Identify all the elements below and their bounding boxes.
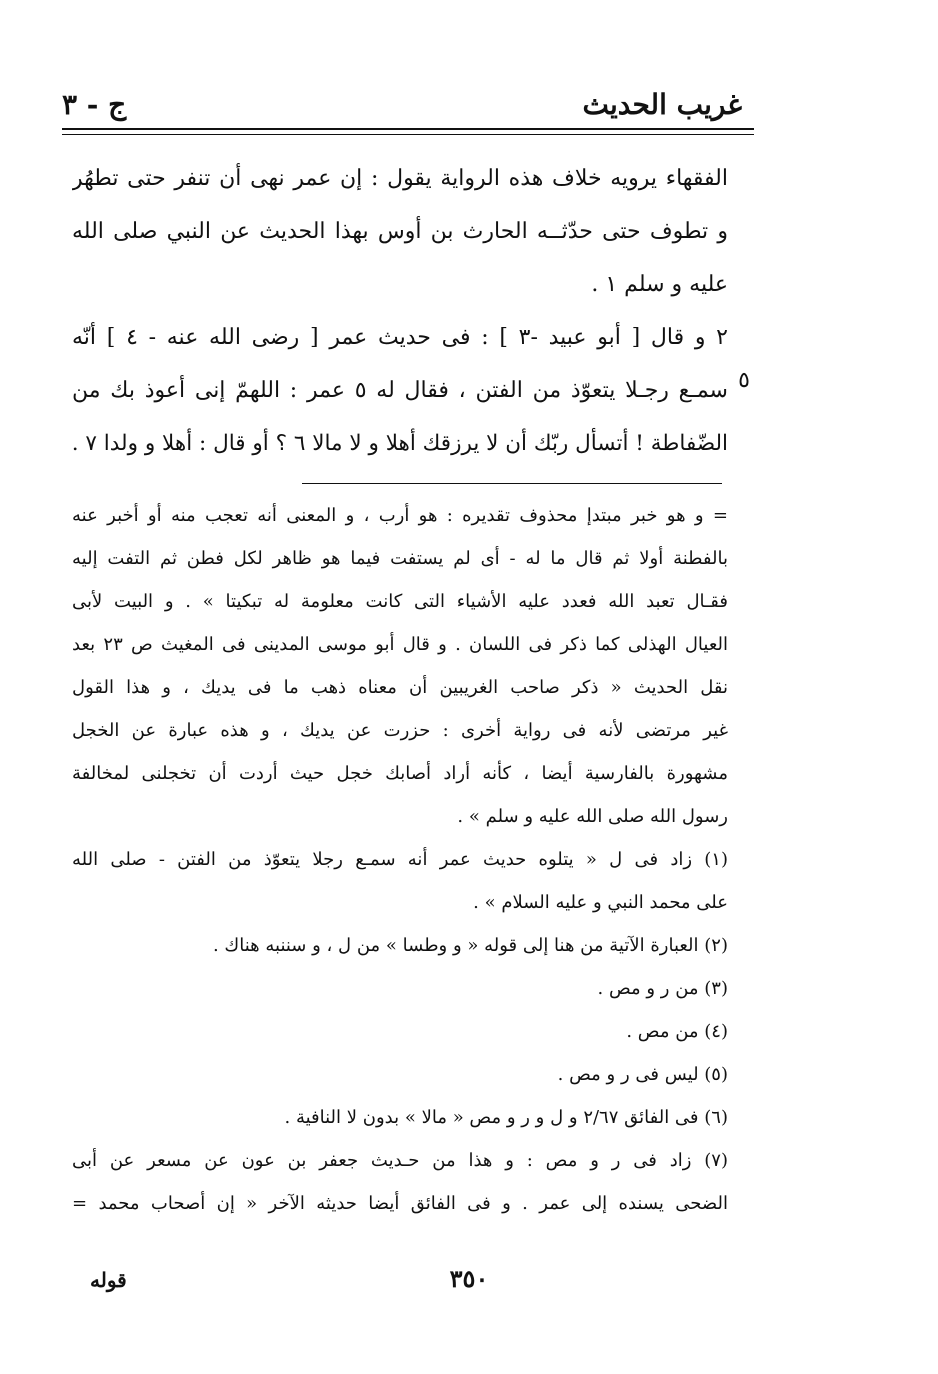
footnote-line: غير مرتضى لأنه فى رواية أخرى : حزرت عن يديك ، و هذه عبارة عن الخجل	[72, 720, 728, 741]
footnote-line: (٤) من مص .	[626, 1021, 728, 1042]
footnote-separator	[302, 483, 722, 484]
footnote-line: نقل الحديث « ذكر صاحب الغريبين أن معناه ذهب ما فى يديك ، و هذا القول	[72, 677, 728, 698]
footnote-line: (٢) العبارة الآتية من هنا إلى قوله « و وطسا » من ل ، و سننبه هناك .	[212, 935, 728, 956]
text-line: عليه و سلم ١ .	[591, 272, 728, 297]
main-text	[72, 152, 728, 470]
footnote-line: رسول الله صلى الله عليه و سلم » .	[457, 806, 728, 827]
footnote-line: العيال الهذلى كما ذكر فى اللسان . و قال أبو موسى المدينى فى المغيث ص ٢٣ بعد	[72, 634, 728, 655]
text-line: ٢ و قال [ أبو عبيد -٣ ] : فى حديث عمر [ رضى الله عنه - ٤ ] أنّه	[72, 325, 728, 350]
page-number: ٣٥٠	[449, 1264, 489, 1293]
text-line: الفقهاء يرويه خلاف هذه الرواية يقول : إن عمر نهى أن تنفر حتى تطهُر	[72, 166, 728, 191]
header-rule	[62, 128, 754, 130]
text-line: الضّفاطة ! أتسأل ربّك أن لا يرزقك أهلا و لا مالا ٦ ؟ أو قال : أهلا و ولدا ٧ .	[72, 431, 728, 456]
footnote-line: الضحى يسنده إلى عمر . و فى الفائق أيضا حديثه الآخر « إن أصحاب محمد =	[72, 1193, 728, 1214]
catchword: قوله	[90, 1268, 127, 1292]
footnote-line: (٦) فى الفائق ٢/٦٧ و ل و ر و مص « مالا » بدون لا النافية .	[284, 1107, 728, 1128]
text-line: سمـع رجـلا يتعوّذ من الفتن ، فقال له ٥ عمر : اللهمّ إنى أعوذ بك من	[72, 378, 728, 403]
footnote-line: فقـال تعبد الله فعدد عليه الأشياء التى كانت معلومة له تبكيتا » . و البيت لأبى	[72, 591, 728, 612]
footnote-line: مشهورة بالفارسية أيضا ، كأنه أراد أصابك خجل حيث أردت أن تخجلنى لمخالفة	[72, 763, 728, 784]
footnote-line: (٣) من ر و مص .	[597, 978, 728, 999]
footnotes	[72, 494, 728, 1225]
line-number-marker: ٥	[738, 368, 750, 393]
header-rule-thin	[62, 134, 754, 135]
footnote-line: = و هو خبر مبتدإ محذوف تقديره : هو أرب ، و المعنى أنه تعجب منه أو أخبر عنه	[72, 505, 728, 526]
text-line: و تطوف حتى حدّثــه الحارث بن أوس بهذا الحديث عن النبي صلى الله	[72, 219, 728, 244]
footnote-line: (٧) زاد فى ر و مص : و هذا من حـديث جعفر بن عون عن مسعر عن أبى	[72, 1150, 728, 1171]
footnote-line: بالفطنة أولا ثم قال ما له - أى لم يستفت فيما هو ظاهر لكل فطن ثم التفت إليه	[72, 548, 728, 569]
footnote-line: (٥) ليس فى ر و مص .	[557, 1064, 728, 1085]
volume-label: ج - ٣	[62, 88, 127, 121]
running-title: غريب الحديث	[582, 88, 742, 121]
footnote-line: (١) زاد فى ل « يتلوه حديث عمر أنه سمـع رجلا يتعوّذ من الفتن - صلى الله	[72, 849, 728, 870]
footnote-line: على محمد النبي و عليه السلام » .	[473, 892, 728, 913]
